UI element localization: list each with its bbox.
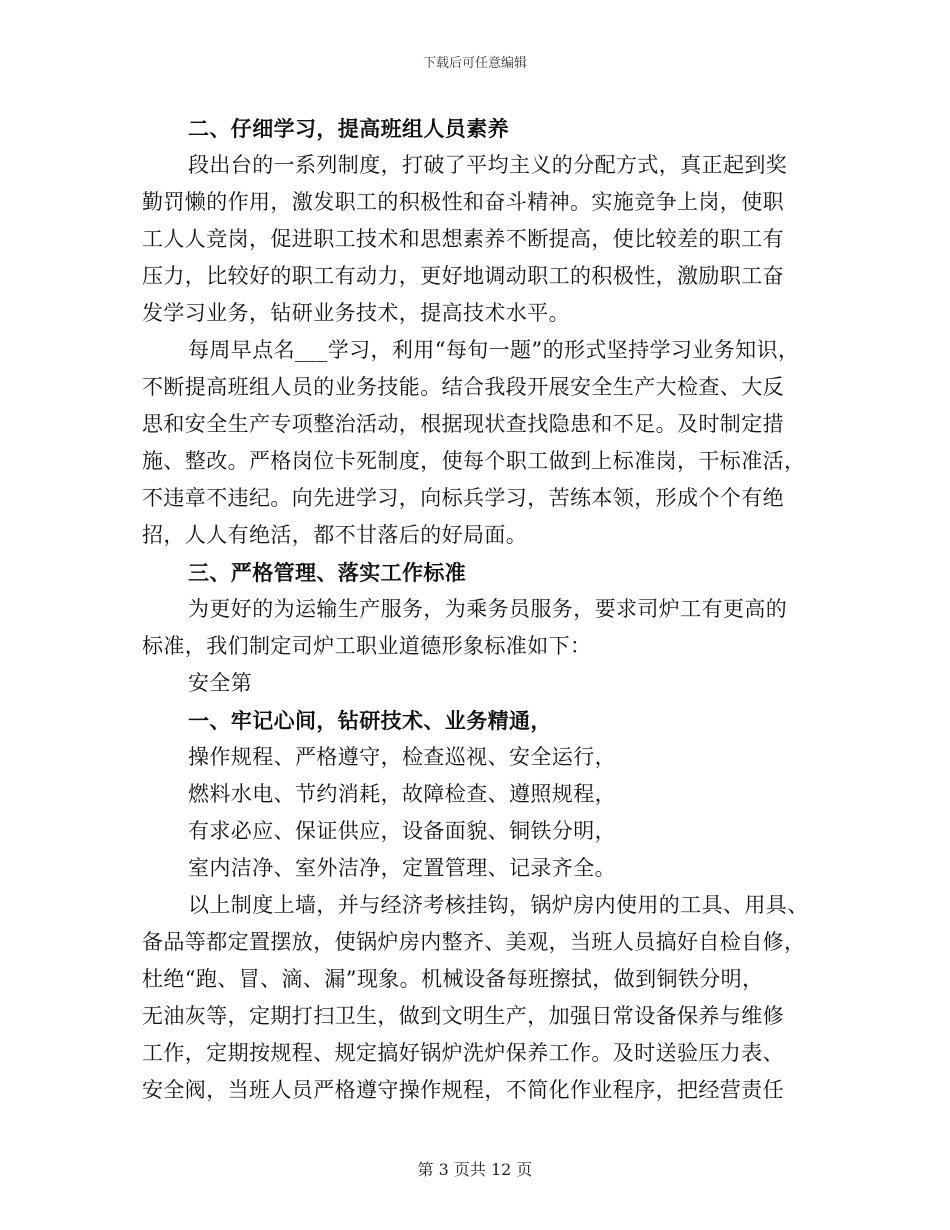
text-line: 以上制度上墙，并与经济考核挂钩，锅炉房内使用的工具、用具、 [188, 893, 809, 917]
text-line: 勤罚懒的作用，激发职工的积极性和奋斗精神。实施竞争上岗，使职 [142, 190, 784, 214]
text-line: 施、整改。严格岗位卡死制度，使每个职工做到上标准岗，干标准活， [142, 449, 806, 473]
document-body [142, 110, 822, 1109]
text-line: 操作规程、严格遵守，检查巡视、安全运行， [188, 745, 616, 769]
text-line: 备品等都定置摆放，使锅炉房内整齐、美观，当班人员搞好自检自修， [142, 930, 806, 954]
text-line: 标准，我们制定司炉工职业道德形象标准如下： [142, 634, 592, 658]
text-line: 杜绝“跑、冒、滴、漏”现象。机械设备每班擦拭，做到铜铁分明， [142, 967, 764, 991]
text-line: 室内洁净、室外洁净，定置管理、记录齐全。 [188, 856, 616, 880]
text-line: 为更好的为运输生产服务，为乘务员服务，要求司炉工有更高的 [188, 597, 788, 621]
section-heading-line: 一、牢记心间，钻研技术、业务精通， [188, 708, 552, 733]
text-line: 安全第 [188, 671, 253, 695]
text-line: 有求必应、保证供应，设备面貌、铜铁分明， [188, 819, 616, 843]
section-heading-line: 二、仔细学习，提高班组人员素养 [188, 116, 509, 141]
text-line: 思和安全生产专项整治活动，根据现状查找隐患和不足。及时制定措 [142, 412, 784, 436]
page-header: 下载后可任意编辑 [422, 56, 527, 71]
section-heading-line: 三、严格管理、落实工作标准 [188, 560, 467, 585]
text-line: 工作，定期按规程、规定搞好锅炉洗炉保养工作。及时送验压力表、 [142, 1041, 784, 1065]
page-number-footer: 第 3 页共 12 页 [417, 1160, 533, 1179]
text-line: 不违章不违纪。向先进学习，向标兵学习，苦练本领，形成个个有绝 [142, 486, 784, 510]
text-line: 段出台的一系列制度，打破了平均主义的分配方式，真正起到奖 [188, 153, 788, 177]
text-line: 压力，比较好的职工有动力，更好地调动职工的积极性，激励职工奋 [142, 264, 784, 288]
text-line: 无油灰等，定期打扫卫生，做到文明生产，加强日常设备保养与维修 [142, 1004, 784, 1028]
text-line: 燃料水电、节约消耗，故障检查、遵照规程， [188, 782, 616, 806]
text-line: 发学习业务，钻研业务技术，提高技术水平。 [142, 301, 570, 325]
text-line: 招，人人有绝活，都不甘落后的好局面。 [142, 523, 528, 547]
text-line: 安全阀，当班人员严格遵守操作规程，不简化作业程序，把经营责任 [142, 1078, 784, 1102]
text-line: 不断提高班组人员的业务技能。结合我段开展安全生产大检查、大反 [142, 375, 784, 399]
text-line: 每周早点名___学习，利用“每旬一题”的形式坚持学习业务知识， [188, 338, 800, 362]
text-line: 工人人竞岗，促进职工技术和思想素养不断提高，使比较差的职工有 [142, 227, 784, 251]
